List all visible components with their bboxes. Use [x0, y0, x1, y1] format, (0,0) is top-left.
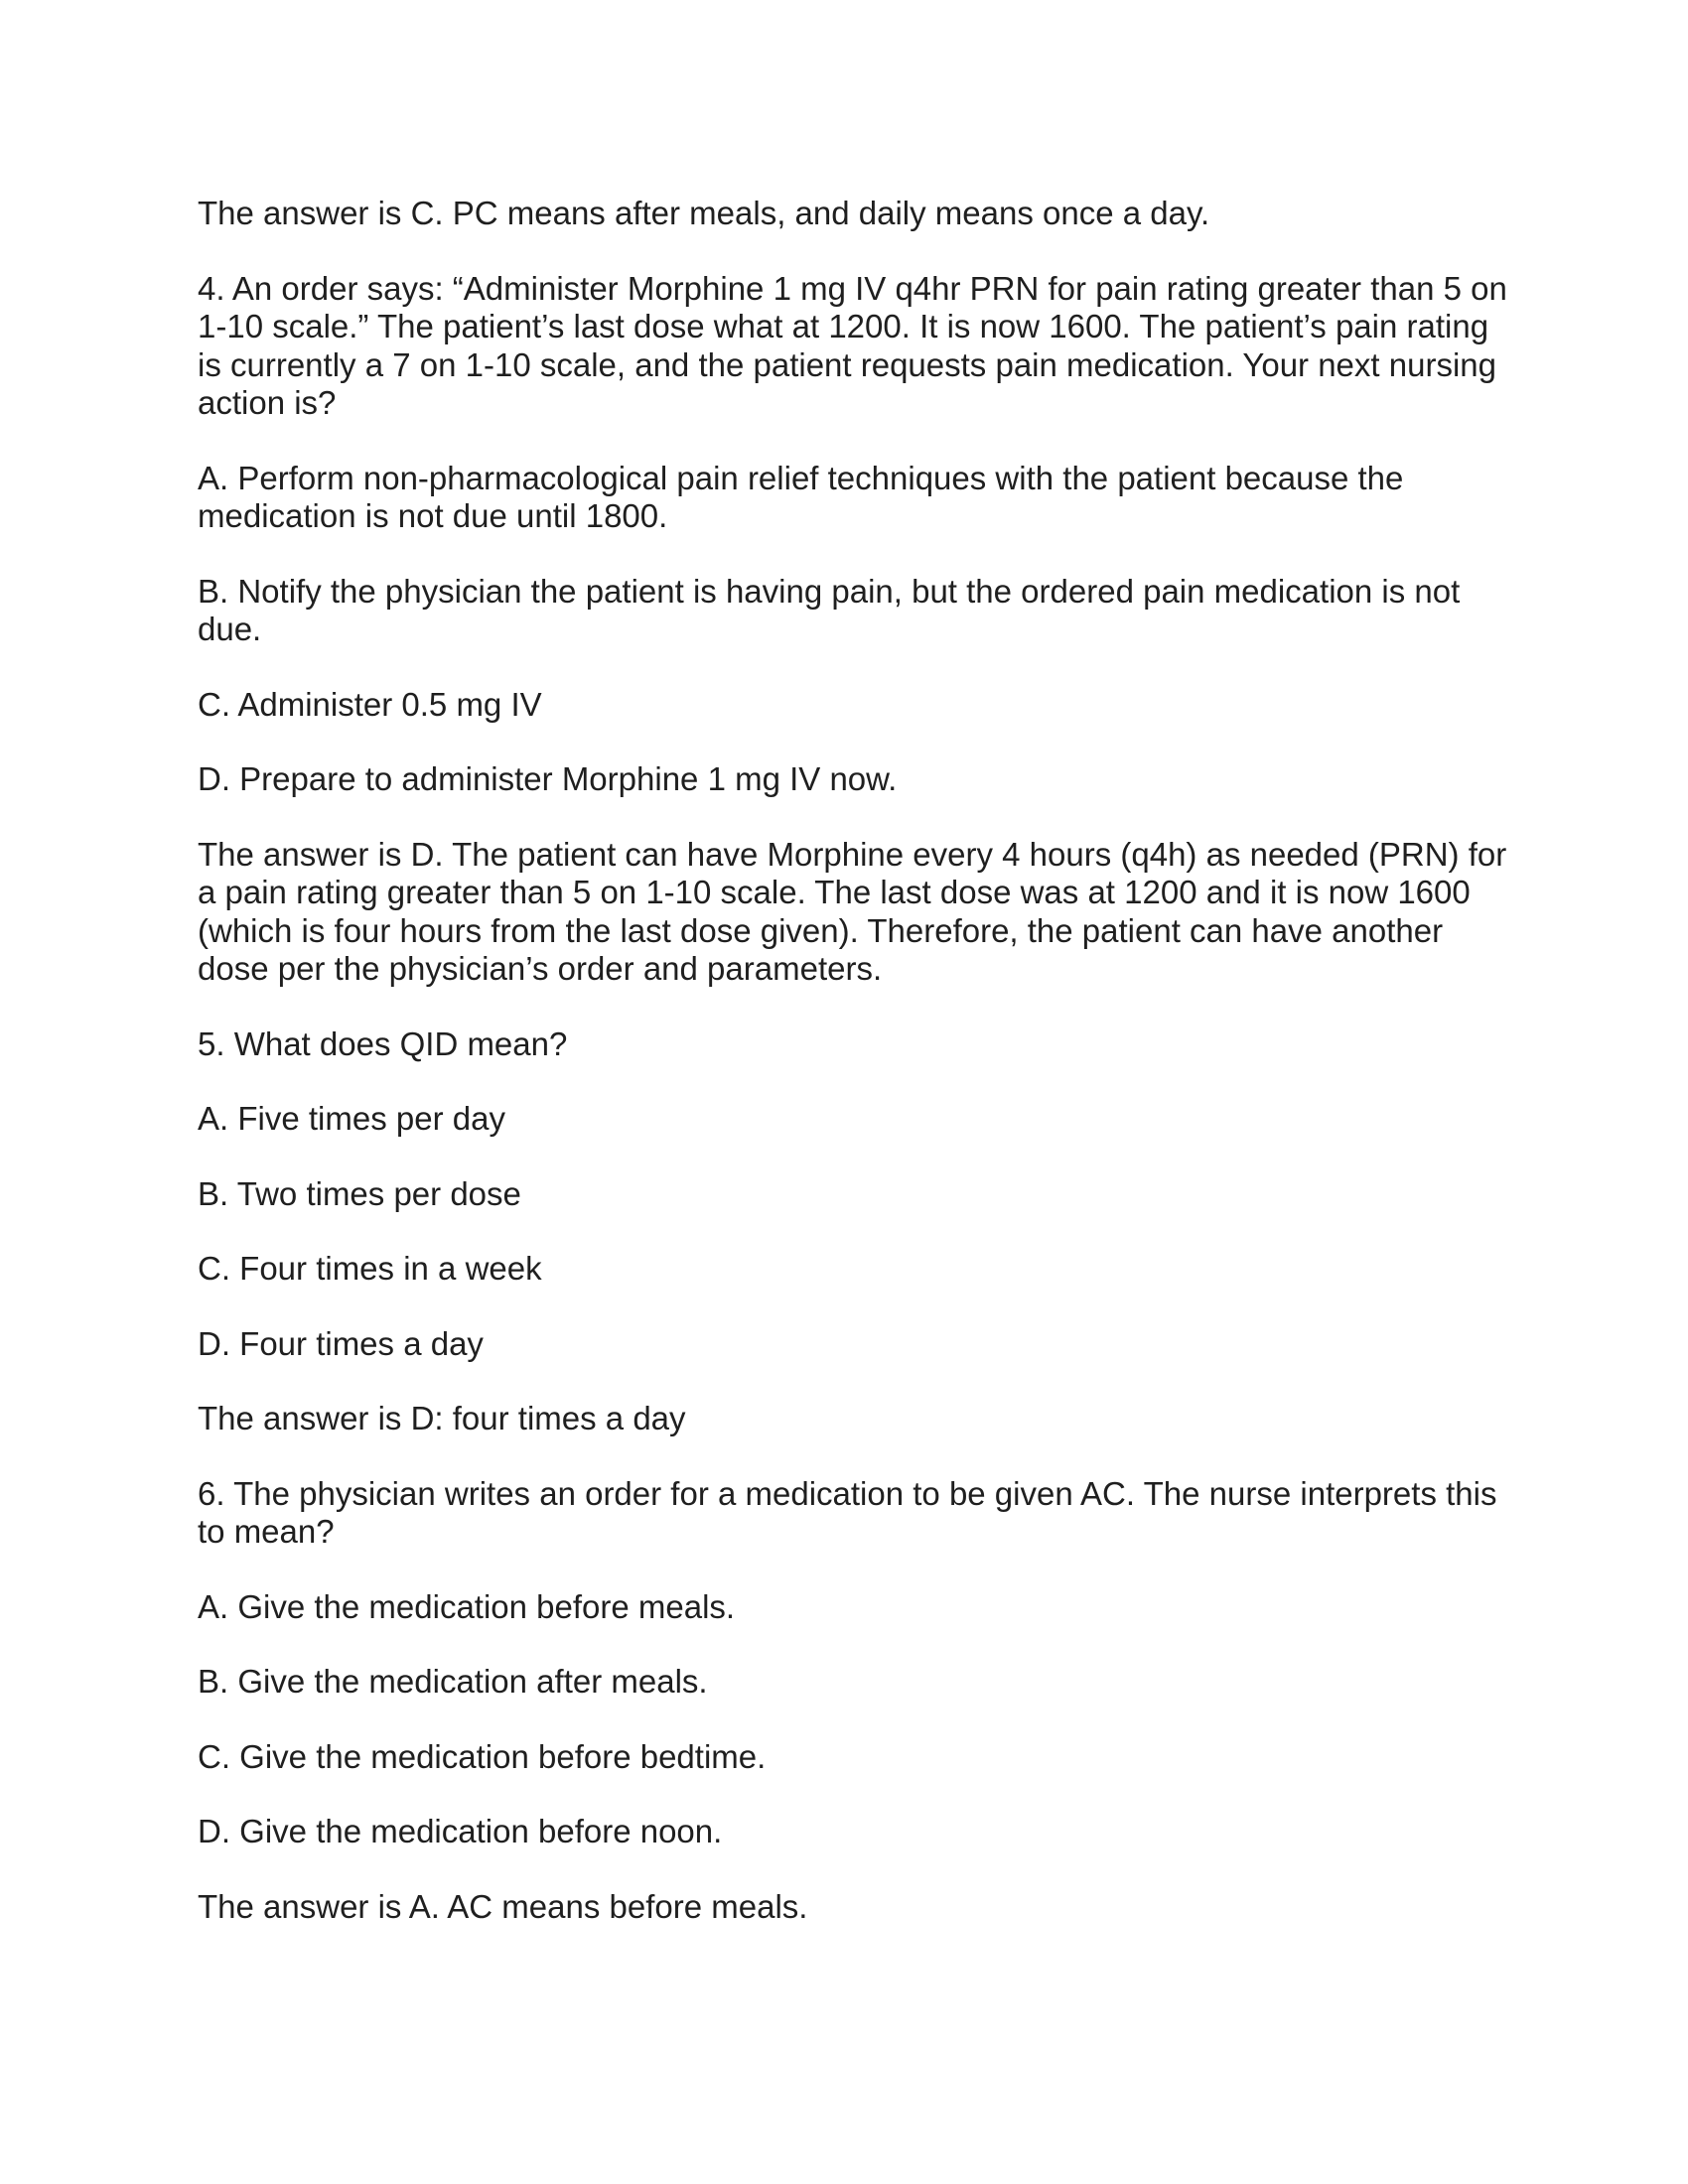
q6-option-b: B. Give the medication after meals.	[198, 1663, 708, 1700]
question-4: 4. An order says: “Administer Morphine 1 mg IV q4hr PRN for pain rating greater than 5 on 1-10 scale.” The patient’s last dose what at 1200. It is now 1600. The patient’s pain rating is currently a 7 on 1-10 scale, and the patient requests pain medication. Your next nursing action is?	[198, 269, 1507, 421]
answer-q4: The answer is D. The patient can have Morphine every 4 hours (q4h) as needed (PRN) for a pain rating greater than 5 on 1-10 scale. The last dose was at 1200 and it is now 1600 (which is four hours from the last dose given). Therefore, the patient can have another dose per the physician’s order and parameters.	[198, 835, 1507, 987]
q5-option-a: A. Five times per day	[198, 1100, 505, 1137]
q4-option-d: D. Prepare to administer Morphine 1 mg IV now.	[198, 760, 898, 797]
answer-q3: The answer is C. PC means after meals, and daily means once a day.	[198, 195, 1210, 231]
answer-q5: The answer is D: four times a day	[198, 1400, 686, 1436]
q5-option-c: C. Four times in a week	[198, 1250, 542, 1287]
document-page	[198, 195, 1518, 1963]
answer-q6: The answer is A. AC means before meals.	[198, 1887, 808, 1925]
question-5: 5. What does QID mean?	[198, 1024, 568, 1062]
q5-option-b: B. Two times per dose	[198, 1174, 521, 1212]
q6-option-d: D. Give the medication before noon.	[198, 1813, 723, 1849]
question-6: 6. The physician writes an order for a medication to be given AC. The nurse interprets this to mean?	[198, 1474, 1497, 1550]
q6-option-c: C. Give the medication before bedtime.	[198, 1737, 767, 1775]
q6-option-a: A. Give the medication before meals.	[198, 1587, 736, 1625]
q5-option-d: D. Four times a day	[198, 1324, 484, 1362]
q4-option-c: C. Administer 0.5 mg IV	[198, 685, 542, 723]
q4-option-a: A. Perform non-pharmacological pain relief techniques with the patient because the medication is not due until 1800.	[198, 459, 1404, 534]
q4-option-b: B. Notify the physician the patient is having pain, but the ordered pain medication is not due.	[198, 572, 1461, 647]
